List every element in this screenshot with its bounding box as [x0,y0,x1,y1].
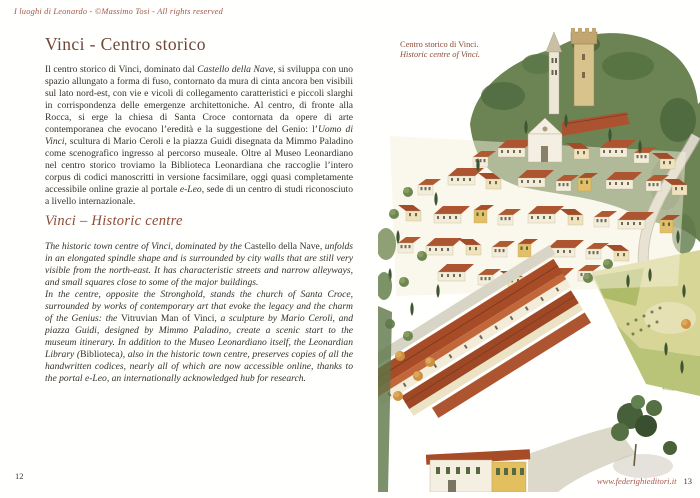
vinci-watercolor-illustration [378,24,700,492]
english-text [45,241,353,385]
english-paragraph-1: The historic town centre of Vinci, dominated by the Castello della Nave, unfolds in an elongated spindle shape and is surrounded by city walls that are still very visible from the north-east. It has characteristic streets and narrow alleyways, and small squares close to some of the major buildings. [45,241,353,288]
running-head: I luoghi di Leonardo - ©Massimo Tosi - All rights reserved [14,7,224,16]
italian-paragraph: Il centro storico di Vinci, dominato dal Castello della Nave, si sviluppa con uno spazio allungato a forma di fuso, contornato da mura di cinta ancora ben visibili sul lato nord-est, con vie e vicoli di collegamento caratteristici e piccoli slarghi in corrispondenza delle emergenze architettoniche. Al centro, di fronte alla Rocca, si erge la chiesa di Santa Croce contornata da opere di arte contemporanea che evocano l’eredità e la suggestione del Genio: l’Uomo di Vinci, scultura di Mario Ceroli e la piazza Guidi disegnata da Mimmo Paladino come scenografico ingresso al percorso museale. Oltre al Museo Leonardiano nel centro storico troviamo la Biblioteca Leonardiana che raccoglie l’intero corpus di codici manoscritti in versione facsimilare, oggi quasi completamente accessibile online grazie al portale e-Leo, sede di un centro di studi riconosciuto a livello internazionale. [45,64,354,207]
street-facades [426,449,530,492]
castle-tower [571,28,597,106]
publisher-website: www.federighieditori.it [596,476,677,486]
page-number-right: 13 [683,476,692,486]
page-title: Vinci - Centro storico [45,34,206,54]
caption-italian: Centro storico di Vinci. [400,40,479,49]
large-tree [611,395,677,478]
english-paragraph-2: In the centre, opposite the Stronghold, stands the church of Santa Croce, surrounded by works of contemporary art that evoke the legacy and the charm of the Genius: the Vitruvian Man of Vinci, a sculpture by Mario Ceroli, and piazza Guidi, designed by Mimmo Paladino, create a scenic start to the museum itinerary. In addition to the Museo Leonardiano itself, the Leonardian Library (Biblioteca), also in the historic town centre, preserves copies of all the handwritten codices, nearly all of which are now accessible online, thanks to the portal e-Leo, an internationally acknowledged hub for research. [45,289,353,384]
section-subtitle: Vinci – Historic centre [45,213,183,229]
page-number-left: 12 [15,471,24,481]
illustration-caption [400,40,480,60]
caption-english: Historic centre of Vinci. [400,50,481,59]
footer-right [597,471,692,489]
